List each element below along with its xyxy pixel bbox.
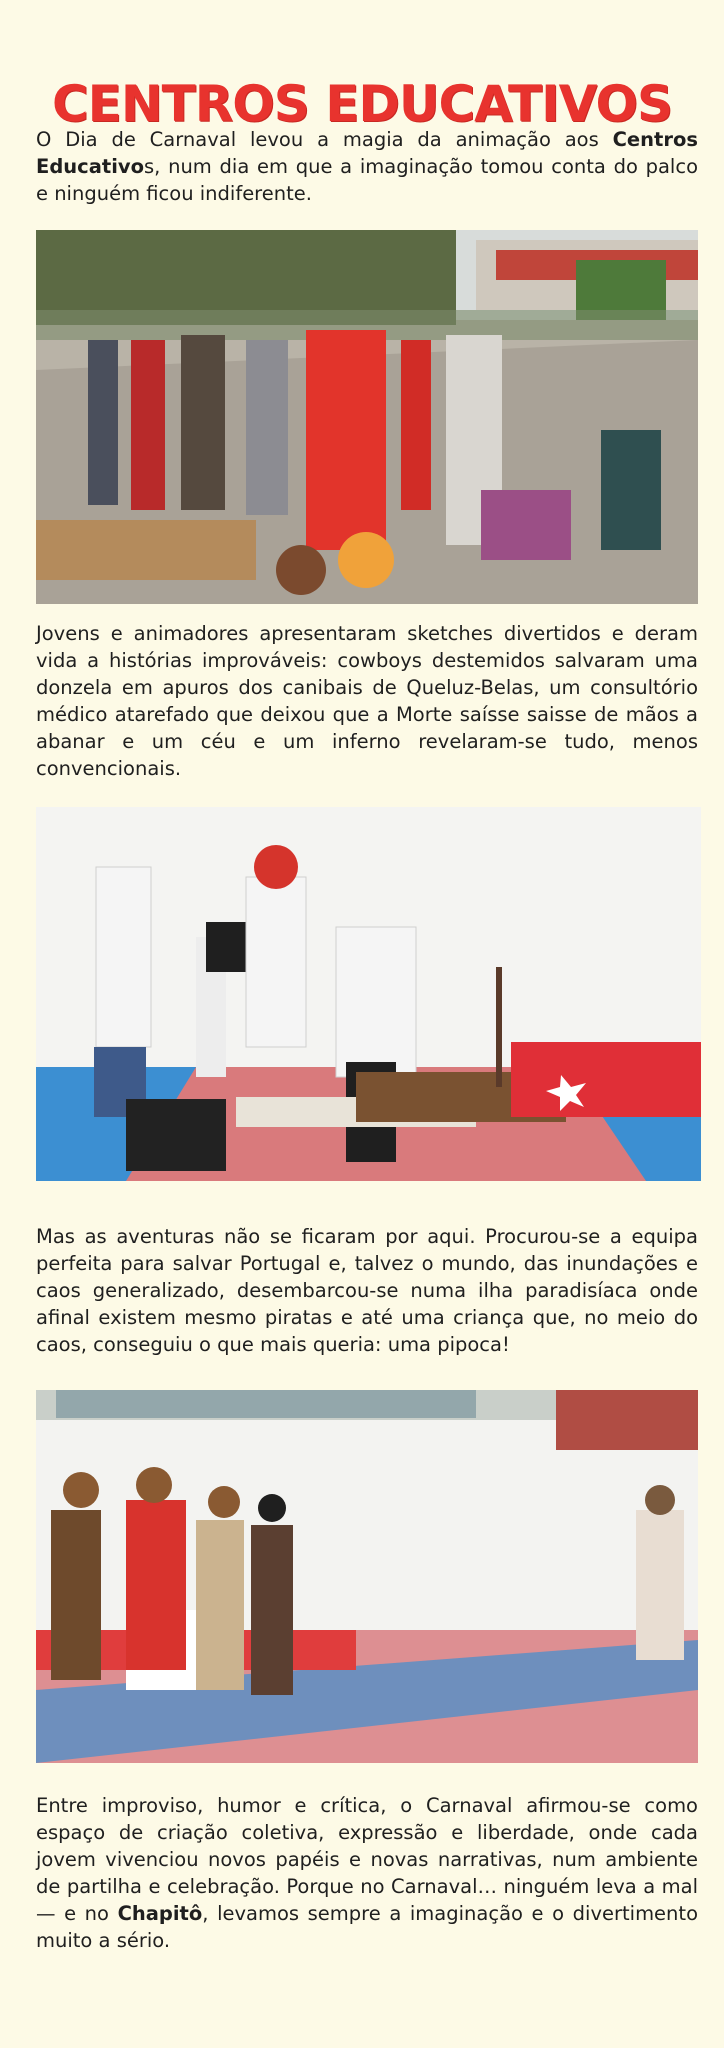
intro-strong-centros: Centros Educativo xyxy=(36,128,698,178)
photo-doctor-scene xyxy=(36,807,701,1181)
intro-text-end: s, num dia em que a imaginação tomou conta do palco e ninguém ficou indiferente. xyxy=(36,155,698,205)
intro-paragraph xyxy=(36,126,698,207)
intro-text-start: O Dia de Carnaval levou a magia da animação aos xyxy=(36,128,613,151)
paragraph-sketches: Jovens e animadores apresentaram sketches divertidos e deram vida a histórias improváveis: cowboys destemidos salvaram uma donzela em apuros dos canibais de Queluz-Belas, um consultório médico atarefado que deixou que a Morte saísse saisse de mãos a abanar e um céu e um inferno revelaram-se tudo, menos convencionais. xyxy=(36,622,698,780)
closing-text-end: , levamos sempre a imaginação e o divertimento muito a sério. xyxy=(36,1902,698,1952)
paragraph-adventures: Mas as aventuras não se ficaram por aqui. Procurou-se a equipa perfeita para salvar Portugal e, talvez o mundo, das inundações e caos generalizado, desembarcou-se numa ilha paradisíaca onde afinal existem mesmo piratas e até uma criança que, no meio do caos, conseguiu o que mais queria: uma pipoca! xyxy=(36,1225,698,1356)
page-title: CENTROS EDUCATIVOS xyxy=(51,74,673,133)
closing-paragraph xyxy=(36,1792,698,1954)
photo-cowboys-scene xyxy=(36,1390,698,1763)
closing-text-start: Entre improviso, humor e crítica, o Carnaval afirmou-se como espaço de criação coletiva, expressão e liberdade, onde cada jovem vivenciou novos papéis e novas narrativas, num ambiente de partilha e celebração. Porque no Carnaval… ninguém leva a mal — e no xyxy=(36,1794,698,1925)
photo-outdoor-group xyxy=(36,230,698,604)
closing-strong-chapito: Chapitô xyxy=(117,1902,203,1925)
